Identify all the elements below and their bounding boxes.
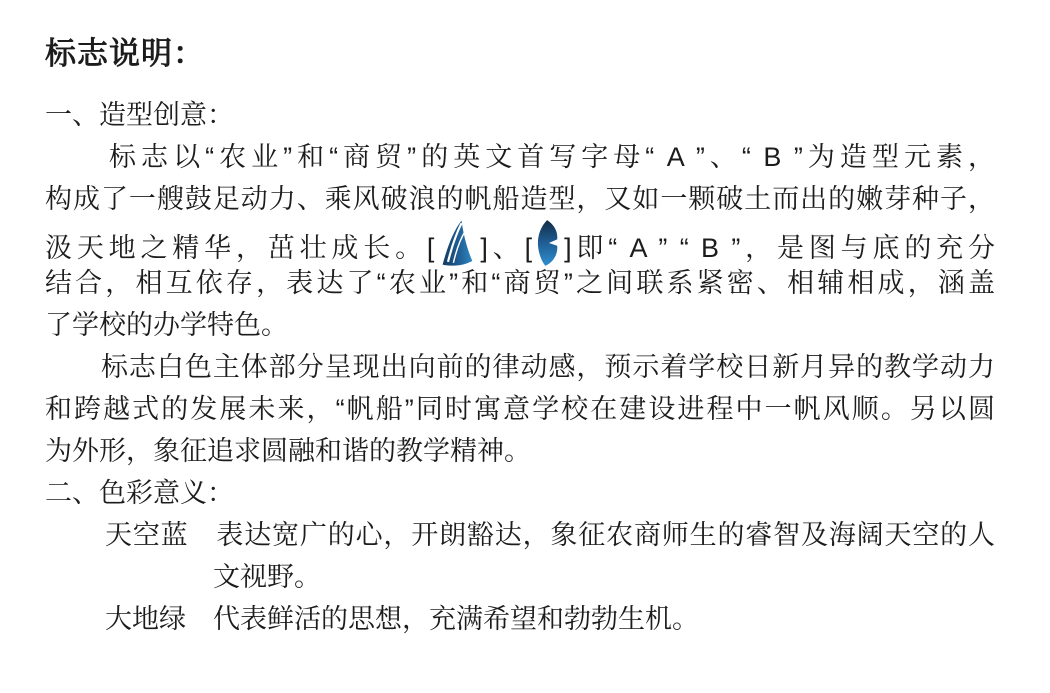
para1-line3-text-c: ]即“ A ” “ B ”，是图与底的充分 xyxy=(564,233,995,263)
para1-line3-text-b: ]、[ xyxy=(480,233,533,263)
section2-title: 二、色彩意义： xyxy=(45,478,234,508)
earthgreen-entry xyxy=(45,598,995,640)
sail-a-logo-icon xyxy=(439,220,475,266)
para1-line3 xyxy=(45,220,995,262)
earthgreen-desc: 代表鲜活的思想，充满希望和勃勃生机。 xyxy=(213,604,699,634)
color-term-skyblue: 天空蓝 xyxy=(105,520,189,550)
document-body xyxy=(45,30,995,640)
skyblue-entry-line2: 文视野。 xyxy=(213,562,321,592)
para1-line3-text-a: 汲天地之精华，茁壮成长。[ xyxy=(45,233,435,263)
para2-line2: 和跨越式的发展未来，“帆船”同时寓意学校在建设进程中一帆风顺。另以圆 xyxy=(45,394,995,424)
para1-line4: 结合，相互依存，表达了“农业”和“商贸”之间联系紧密、相辅相成，涵盖 xyxy=(45,268,995,298)
para2-line3: 为外形，象征追求圆融和谐的教学精神。 xyxy=(45,436,531,466)
page-title: 标志说明： xyxy=(45,36,205,71)
para2-line1: 标志白色主体部分呈现出向前的律动感，预示着学校日新月异的教学动力 xyxy=(45,352,995,382)
skyblue-entry-line1 xyxy=(45,514,995,556)
para1-line1: 标志以“农业”和“商贸”的英文首写字母“ A ”、“ B ”为造型元素， xyxy=(45,142,995,172)
para1-line2: 构成了一艘鼓足动力、乘风破浪的帆船造型，又如一颗破土而出的嫩芽种子， xyxy=(45,184,995,214)
skyblue-desc-line1: 表达宽广的心，开朗豁达，象征农商师生的睿智及海阔天空的人 xyxy=(215,520,996,550)
para1-line5: 了学校的办学特色。 xyxy=(45,310,288,340)
leaf-b-logo-icon xyxy=(537,220,559,266)
section1-title: 一、造型创意： xyxy=(45,100,234,130)
color-term-earthgreen: 大地绿 xyxy=(105,604,186,634)
